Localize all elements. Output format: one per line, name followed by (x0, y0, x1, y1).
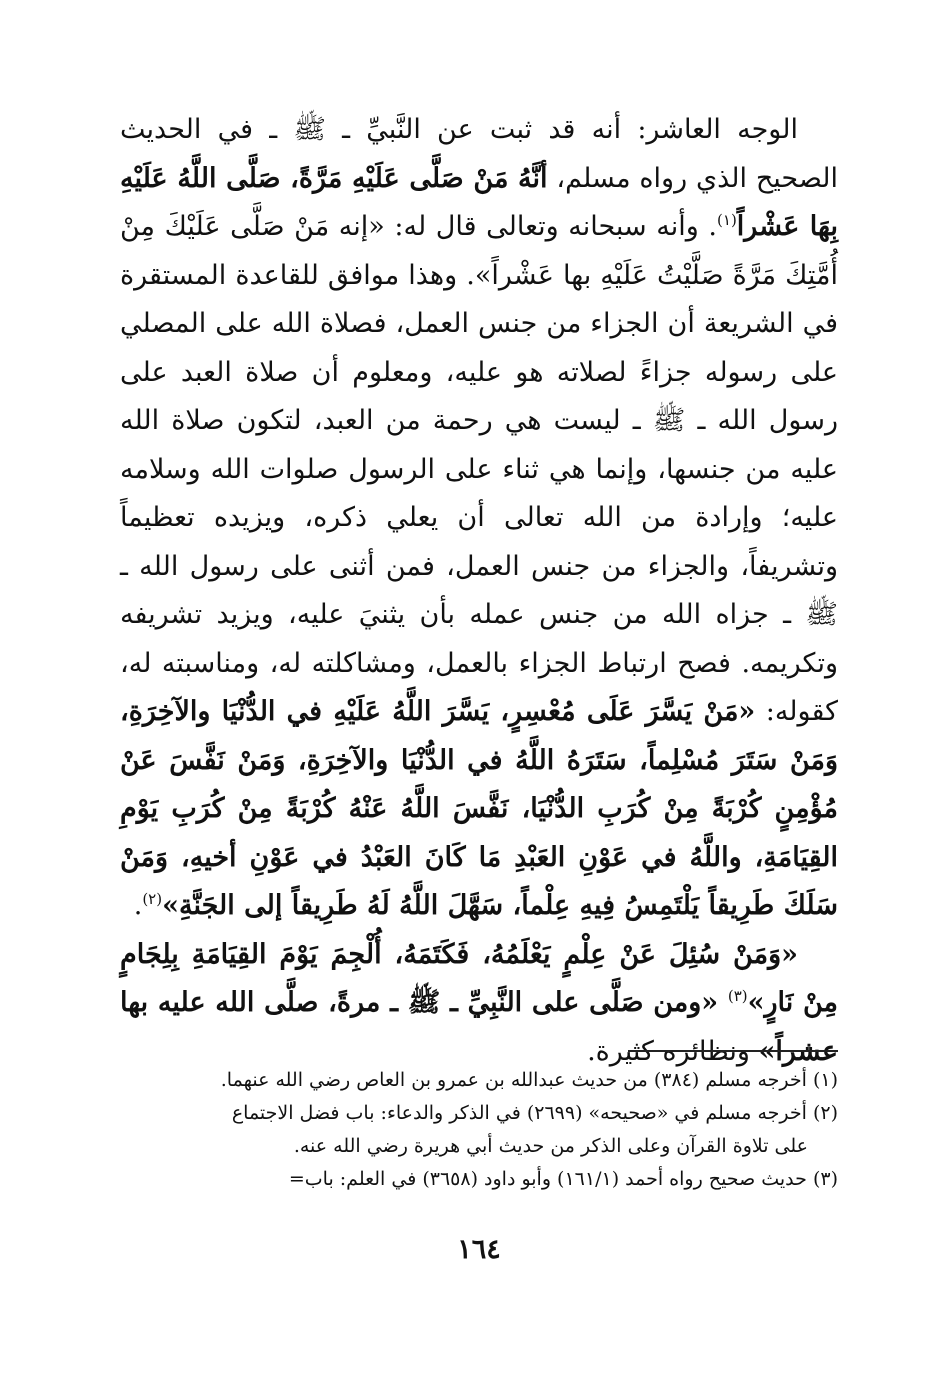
paragraph-2 (120, 931, 838, 1077)
hadith-text: «مَنْ يَسَّرَ عَلَى مُعْسِرٍ، يَسَّرَ اللَّهُ عَلَيْهِ في الدُّنْيَا والآخِرَةِ، وَمَنْ سَتَرَ مُسْلِماً، سَتَرَهُ اللَّهُ في الدُّنْيَا والآخِرَةِ، وَمَنْ نَفَّسَ عَنْ مُؤْمِنٍ كُرْبَةً مِنْ كُرَبِ الدُّنْيَا، نَفَّسَ اللَّهُ عَنْهُ كُرْبَةً مِنْ كُرَبِ يَوْمِ القِيَامَةِ، واللَّهُ في عَوْنِ العَبْدِ مَا كَانَ العَبْدُ في عَوْنِ أخيهِ، وَمَنْ سَلَكَ طَرِيقاً يَلْتَمِسُ فِيهِ عِلْماً، سَهَّلَ اللَّهُ لَهُ طَرِيقاً إلى الجَنَّةِ» (120, 696, 838, 921)
footnote-ref-2[interactable]: (٢) (142, 890, 163, 908)
page-number: ١٦٤ (457, 1234, 501, 1265)
footnote-2-continuation: على تلاوة القرآن وعلى الذكر من حديث أبي هريرة رضي الله عنه. (293, 1135, 808, 1157)
footnote-ref-3[interactable]: (٣) (727, 987, 748, 1005)
hadith-text: «ومن صَلَّى على النَّبِيِّ ـ ﷺ ـ مرةً، صلَّى الله عليه بها عشراً» (120, 987, 838, 1067)
footnote-2 (120, 1097, 838, 1163)
footnote-ref-1[interactable]: (١) (717, 211, 737, 229)
book-page (120, 106, 838, 1346)
footnote-2-line: (٢) أخرجه مسلم في «صحيحه» (٢٦٩٩) في الذكر والدعاء: باب فضل الاجتماع (231, 1102, 838, 1124)
text-segment: ونظائره كثيرة. (587, 1035, 759, 1067)
footnotes (120, 1064, 838, 1196)
paragraph-1 (120, 106, 838, 931)
hadith-text: «وَمَنْ سُئِلَ عَنْ عِلْمٍ يَعْلَمُهُ، فَكَتَمَهُ، أُلْجِمَ يَوْمَ القِيَامَةِ بِلِجَامٍ مِنْ نَارٍ» (120, 938, 838, 1018)
hadith-text: أنَّهُ مَنْ صَلَّى عَلَيْهِ مَرَّةً، صَلَّى اللَّهُ عَلَيْهِ بِهَا عَشْراً (120, 162, 838, 242)
text-segment: . (133, 890, 143, 921)
text-segment: . وأنه سبحانه وتعالى قال له: «إنه مَنْ صَلَّى عَلَيْكَ مِنْ أُمَّتِكَ مَرَّةً صَلَّيْتُ عَلَيْهِ بها عَشْراً». وهذا موافق للقاعدة المستقرة في الشريعة أن الجزاء من جنس العمل، فصلاة الله على المصلي على رسوله جزاءً لصلاته هو عليه، ومعلوم أن صلاة العبد على رسول الله ـ ﷺ ـ ليست هي رحمة من العبد، لتكون صلاة الله عليه من جنسها، وإنما هي ثناء على الرسول صلوات الله وسلامه عليه؛ وإرادة من الله تعالى أن يعلي ذكره، ويزيده تعظيماً وتشريفاً، والجزاء من جنس العمل، فمن أثنى على رسول الله ـ ﷺ ـ جزاه الله من جنس عمله بأن يثنيَ عليه، ويزيد تشريفه وتكريمه. فصح ارتباط الجزاء بالعمل، ومشاكلته له، ومناسبته له، كقوله: (120, 211, 839, 727)
main-text (120, 106, 838, 1076)
footnote-3: (٣) حديث صحيح رواه أحمد (١٦١/١) وأبو داود (٣٦٥٨) في العلم: باب= (288, 1168, 838, 1190)
footnote-1: (١) أخرجه مسلم (٣٨٤) من حديث عبدالله بن عمرو بن العاص رضي الله عنهما. (220, 1069, 838, 1091)
text-segment: الوجه العاشر: أنه قد ثبت عن النَّبيِّ ـ ﷺ ـ في الحديث الصحيح الذي رواه مسلم، (120, 114, 838, 194)
footnote-separator (628, 1050, 838, 1052)
